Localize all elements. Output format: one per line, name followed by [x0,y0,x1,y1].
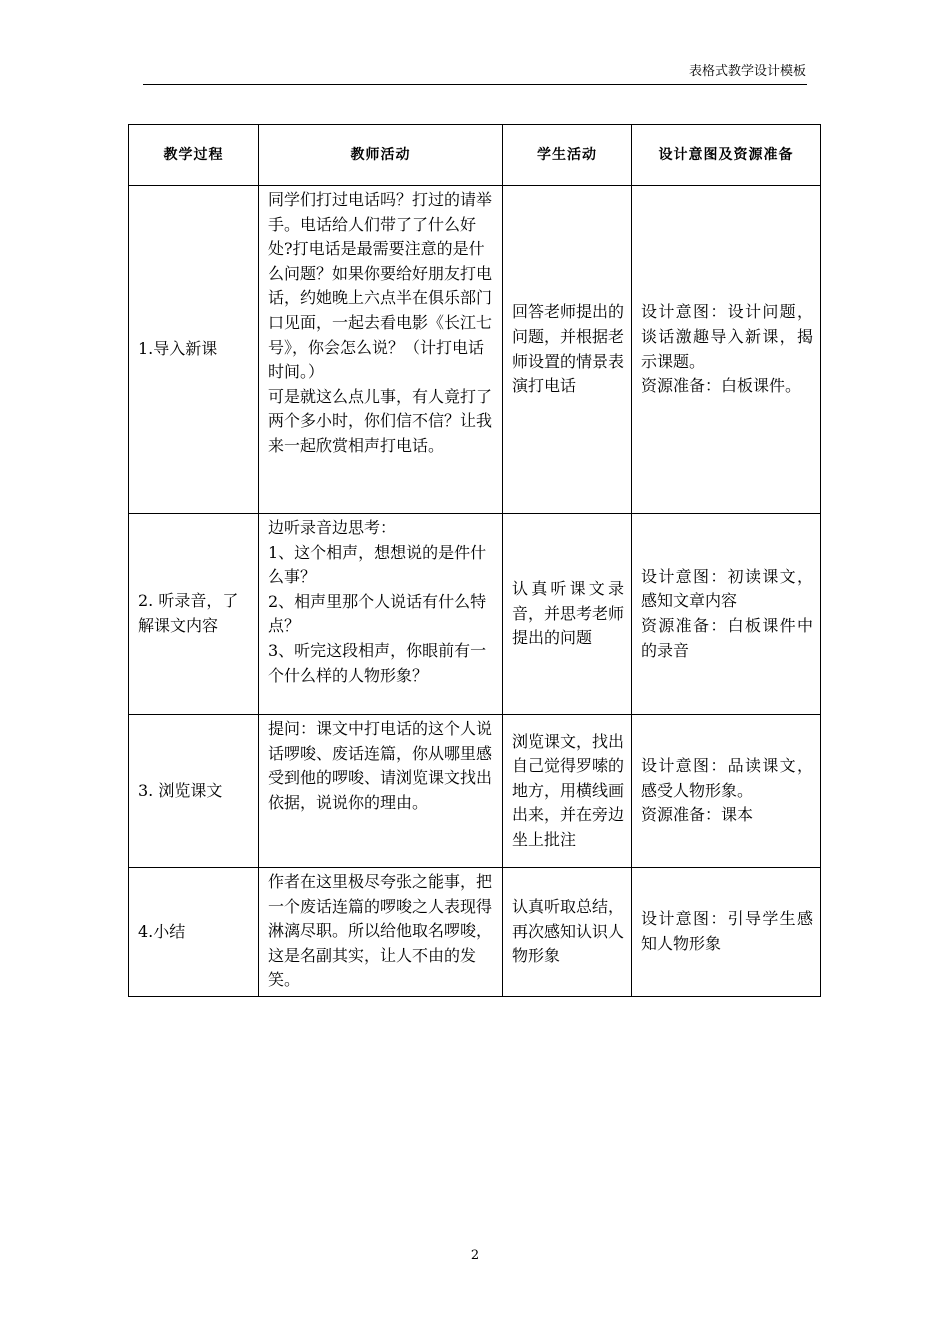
design-intent-cell [632,186,821,514]
teacher-activity-cell [259,514,503,715]
teacher-paragraph: 同学们打过电话吗？打过的请举手。电话给人们带了了什么好处?打电话是最需要注意的是什么问题？如果你要给好朋友打电话，约她晚上六点半在俱乐部门口见面，一起去看电影《长江七号》，你会怎么说？（计打电话时间。） [268,190,493,382]
teacher-activity-cell [259,868,503,997]
design-intent-cell [632,868,821,997]
teacher-paragraph: 作者在这里极尽夸张之能事，把一个废话连篇的啰唆之人表现得淋漓尽职。所以给他取名啰唆，这是名副其实，让人不由的发笑。 [268,872,493,990]
teacher-paragraph: 3、听完这段相声，你眼前有一个什么样的人物形象？ [268,640,487,685]
header-student-activity: 学生活动 [503,125,632,186]
design-paragraph: 资源准备：课本 [641,805,754,825]
table-row [129,186,821,514]
teacher-paragraph: 1、这个相声，想想说的是件什么事？ [268,542,487,587]
stage-cell: 3. 浏览课文 [129,715,259,868]
design-paragraph: 资源准备：白板课件中的录音 [641,616,813,660]
table-row [129,715,821,868]
table-row [129,514,821,715]
design-paragraph: 设计意图：设计问题，谈话激趣导入新课，揭示课题。 [641,302,813,371]
design-paragraph: 设计意图：引导学生感知人物形象 [641,909,813,953]
stage-cell: 2. 听录音，了解课文内容 [129,514,259,715]
design-paragraph: 设计意图：初读课文，感知文章内容 [641,566,813,611]
design-paragraph: 资源准备：白板课件。 [641,376,802,396]
stage-cell: 4.小结 [129,868,259,997]
design-intent-cell [632,514,821,715]
header-design-intent: 设计意图及资源准备 [632,125,821,186]
teacher-activity-cell [259,715,503,868]
table-header-row [129,125,821,186]
header-stage: 教学过程 [129,125,259,186]
student-activity-cell: 回答老师提出的问题，并根据老师设置的情景表演打电话 [503,186,632,514]
header-teacher-activity: 教师活动 [259,125,503,186]
design-intent-cell [632,715,821,868]
table-row [129,868,821,997]
teacher-activity-cell [259,186,503,514]
student-activity-cell: 认真听取总结，再次感知认识人物形象 [503,868,632,997]
stage-cell: 1.导入新课 [129,186,259,514]
student-activity-cell: 浏览课文，找出自己觉得罗嗦的地方，用横线画出来，并在旁边坐上批注 [503,715,632,868]
header-divider [143,84,807,85]
teacher-paragraph: 边听录音边思考： [268,518,397,537]
page-number: 2 [470,1248,480,1263]
teacher-paragraph: 可是就这么点儿事，有人竟打了两个多小时，你们信不信？让我来一起欣赏相声打电话。 [268,386,493,455]
student-activity-cell: 认真听课文录音，并思考老师提出的问题 [503,514,632,715]
teacher-paragraph: 2、相声里那个人说话有什么特点？ [268,591,487,636]
lesson-plan-table [128,124,821,997]
design-paragraph: 设计意图：品读课文，感受人物形象。 [641,756,813,800]
page-header-title: 表格式教学设计模板 [688,64,806,79]
teacher-paragraph: 提问：课文中打电话的这个人说话啰唆、废话连篇，你从哪里感受到他的啰唆、请浏览课文找出依据，说说你的理由。 [268,719,493,812]
